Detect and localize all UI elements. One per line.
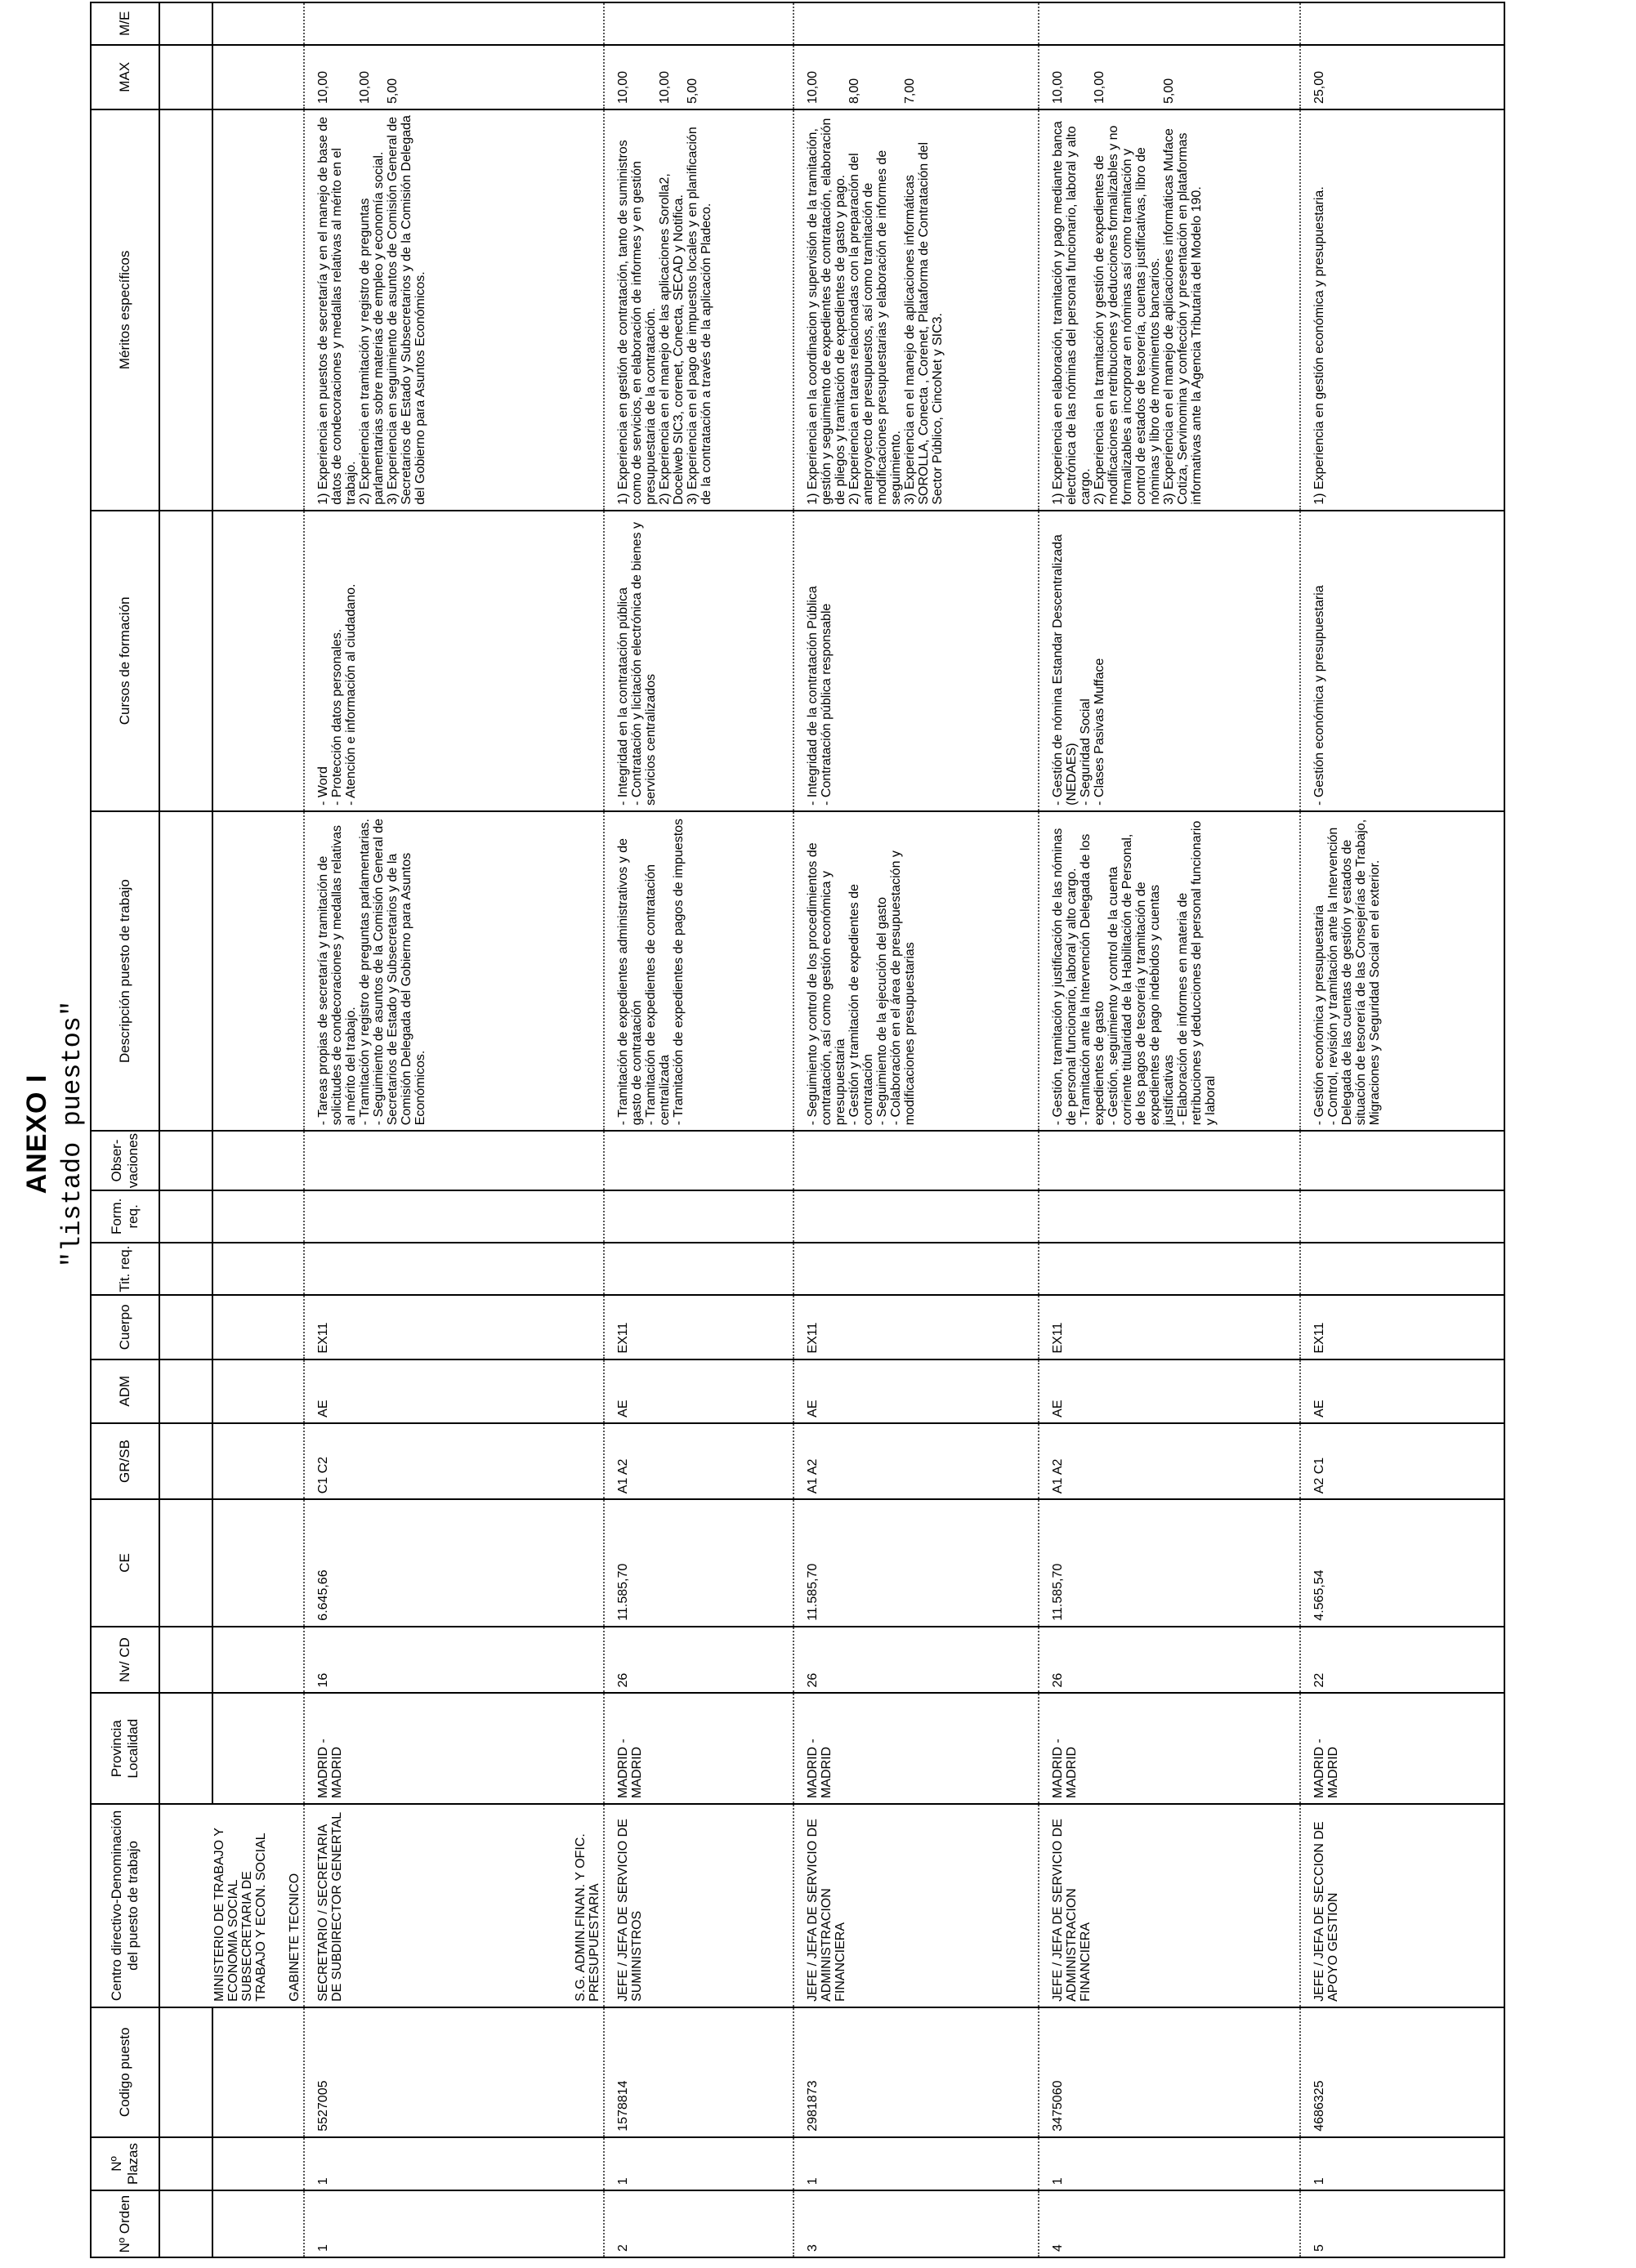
merit-text: 2) Experiencia en tareas relacionadas con la preparación del anteproyecto de presupuestos, así como tramitación de modificaciones presupuestarias y elaboración de informes de seguimiento. <box>847 150 903 505</box>
cell-form <box>793 1190 1039 1243</box>
merit-text: 1) Experiencia en elaboración, tramitación y pago mediante banca electrónica de las nóminas del personal funcionario, laboral y alto cargo. <box>1051 121 1093 505</box>
cell-tit <box>1039 1243 1300 1295</box>
cell-max <box>793 45 1039 109</box>
section-name: S.G. ADMIN.FINAN. Y OFIC. PRESUPUESTARIA <box>541 1804 604 2007</box>
merit-text: 1) Experiencia en puestos de secretaría y en el manejo de base de datos de condecoraciones y medallas relativas al mérito en el trabajo. <box>316 116 358 505</box>
cell-obs <box>1300 1131 1504 1190</box>
merit-max: 5,00 <box>386 78 400 105</box>
merit-max: 25,00 <box>1312 70 1326 105</box>
annex-subtitle: "listado puestos" <box>57 1000 87 1268</box>
cell-provincia: MADRID - MADRID <box>1300 1693 1504 1804</box>
cell-meritos <box>1300 109 1504 511</box>
cell-puesto: JEFE / JEFA DE SERVICIO DE ADMINISTRACION FINANCIERA <box>793 1804 1039 2007</box>
cell-orden: 2 <box>604 2190 793 2257</box>
merit-max: 10,00 <box>806 70 820 105</box>
header-codigo: Codigo puesto <box>91 2007 159 2137</box>
cell-adm: AE <box>1039 1359 1300 1423</box>
cell-meritos <box>304 109 541 511</box>
cell-orden: 3 <box>793 2190 1039 2257</box>
merit-max: 5,00 <box>686 78 700 105</box>
cell-gr: A1 A2 <box>793 1423 1039 1499</box>
cell-tit <box>1300 1243 1504 1295</box>
section-name: GABINETE TECNICO <box>270 1804 304 2007</box>
merit-text: 1) Experiencia en gestión de contratación, tanto de suministros como de servicios, en elaboración de informes y en gestión presupuestaria de la contratación. <box>616 140 658 505</box>
section-row <box>212 2 270 2257</box>
cell-plazas: 1 <box>793 2137 1039 2190</box>
cell-meritos <box>1039 109 1300 511</box>
cell-ce: 6.645,66 <box>304 1499 541 1626</box>
cell-form <box>1039 1190 1300 1243</box>
cell-orden: 5 <box>1300 2190 1504 2257</box>
cell-puesto: JEFE / JEFA DE SERVICIO DE SUMINISTROS <box>604 1804 793 2007</box>
cell-orden: 4 <box>1039 2190 1300 2257</box>
cell-ce: 4.565,54 <box>1300 1499 1504 1626</box>
cell-form <box>604 1190 793 1243</box>
cell-puesto: JEFE / JEFA DE SECCION DE APOYO GESTION <box>1300 1804 1504 2007</box>
merit-text: 3) Experiencia en el pago de impuestos locales y en planificación de la contratación a través de la aplicación Pladeco. <box>686 127 713 505</box>
merit-max: 10,00 <box>658 70 672 105</box>
section-row <box>541 2 604 2257</box>
merit-text: 3) Experiencia en el manejo de aplicaciones informáticas Muface Cotiza, Servinomina y confección y presentación en plataformas informativas ante la Agencia Tributaria del Modelo 190. <box>1162 128 1204 505</box>
cell-descripcion: - Gestión, tramitación y justificación de las nóminas de personal funcionario, laboral y alto cargo. - Tramitación ante la Intervención Delegada de los expedientes de gasto - Gestión, seguimiento y control de la cuenta corriente titularidad de la Habilitación de Personal, de los pagos de tesorería y tramitación de expedientes de pago indebidos y cuentas justificativas - Elaboración de informes en materia de retribuciones y deducciones del personal funcionario y laboral <box>1039 811 1300 1131</box>
table-row <box>1300 2 1504 2257</box>
cell-codigo: 5527005 <box>304 2007 541 2137</box>
header-obs: Obser-vaciones <box>91 1131 159 1190</box>
cell-me <box>1300 2 1504 45</box>
header-plazas: Nº Plazas <box>91 2137 159 2190</box>
cell-plazas: 1 <box>1039 2137 1300 2190</box>
header-meritos: Méritos específicos <box>91 109 159 511</box>
merit-text: 2) Experiencia en la tramitación y gestión de expedientes de modificaciones en retribuciones y deducciones formalizables y no formalizables a incorporar en nóminas así como tramitación y control de estados de tesorería, cuentas justificativas, libro de nóminas y libro de movimientos bancarios. <box>1093 125 1162 505</box>
cell-form <box>1300 1190 1504 1243</box>
cell-cuerpo: EX11 <box>1039 1295 1300 1359</box>
cell-meritos <box>793 109 1039 511</box>
cell-codigo: 4686325 <box>1300 2007 1504 2137</box>
merit-max: 10,00 <box>316 70 330 105</box>
cell-cursos: - Word - Protección datos personales. - Atención e información al ciudadano. <box>304 511 541 811</box>
cell-obs <box>304 1131 541 1190</box>
cell-gr: A1 A2 <box>1039 1423 1300 1499</box>
section-row <box>270 2 304 2257</box>
header-cuerpo: Cuerpo <box>91 1295 159 1359</box>
cell-ce: 11.585,70 <box>1039 1499 1300 1626</box>
table-row <box>304 2 541 2257</box>
cell-plazas: 1 <box>1300 2137 1504 2190</box>
cell-provincia: MADRID - MADRID <box>793 1693 1039 1804</box>
annex-title: ANEXO I <box>21 1074 52 1194</box>
merit-text: 1) Experiencia en gestión económica y presupuestaria. <box>1312 186 1326 505</box>
cell-adm: AE <box>1300 1359 1504 1423</box>
header-max: MAX <box>91 45 159 109</box>
cell-codigo: 2981873 <box>793 2007 1039 2137</box>
cell-me <box>604 2 793 45</box>
merit-max: 10,00 <box>1093 70 1106 105</box>
header-descripcion: Descripción puesto de trabajo <box>91 811 159 1131</box>
cell-max <box>1039 45 1300 109</box>
merit-text: 2) Experiencia en el manejo de las aplicaciones Sorolla2, Docelweb SIC3, corenet, Conecta, SECAD y Notifica. <box>658 173 686 505</box>
merit-text: 3) Experiencia en seguimiento de asuntos de Comisión General de Secretarios de Estado y Subsecretarios y de la Comisión Delegada del Gobierno para Asuntos Económicos. <box>386 115 427 505</box>
header-centro: Centro directivo-Denominación del puesto de trabajo <box>91 1804 159 2007</box>
cell-adm: AE <box>604 1359 793 1423</box>
merit-max: 5,00 <box>1162 78 1176 105</box>
ministry-name: MINISTERIO DE TRABAJO Y ECONOMIA SOCIAL SUBSECRETARIA DE TRABAJO Y ECON. SOCIAL <box>212 1804 270 2007</box>
cell-cursos: - Gestión económica y presupuestaria <box>1300 511 1504 811</box>
cell-max <box>604 45 793 109</box>
cell-nivel: 16 <box>304 1627 541 1694</box>
cell-gr: A2 C1 <box>1300 1423 1504 1499</box>
cell-cursos: - Integridad de la contratación Pública - Contratación pública responsable <box>793 511 1039 811</box>
spacer-row <box>159 2 212 2257</box>
header-ce: CE <box>91 1499 159 1626</box>
header-row <box>91 2 159 2257</box>
header-grsb: GR/SB <box>91 1423 159 1499</box>
table-row <box>604 2 793 2257</box>
cell-form <box>304 1190 541 1243</box>
cell-adm: AE <box>793 1359 1039 1423</box>
cell-obs <box>1039 1131 1300 1190</box>
cell-me <box>1039 2 1300 45</box>
cell-cursos: - Integridad en la contratación pública - Contratación y licitación electrónica de bienes y servicios centralizados <box>604 511 793 811</box>
cell-me <box>304 2 541 45</box>
cell-ce: 11.585,70 <box>793 1499 1039 1626</box>
cell-ce: 11.585,70 <box>604 1499 793 1626</box>
positions-body <box>212 2 1504 2257</box>
cell-tit <box>604 1243 793 1295</box>
cell-puesto: SECRETARIO / SECRETARIA DE SUBDIRECTOR GENERTAL <box>304 1804 541 2007</box>
header-orden: Nº Orden <box>91 2190 159 2257</box>
cell-provincia: MADRID - MADRID <box>604 1693 793 1804</box>
cell-codigo: 3475060 <box>1039 2007 1300 2137</box>
header-nivel: Nv/ CD <box>91 1627 159 1694</box>
cell-provincia: MADRID - MADRID <box>1039 1693 1300 1804</box>
cell-adm: AE <box>304 1359 541 1423</box>
header-form: Form. req. <box>91 1190 159 1243</box>
table-row <box>793 2 1039 2257</box>
merit-text: 3) Experiencia en el manejo de aplicaciones informáticas SOROLLA, Conecta , Corenet, Plataforma de Contratación del Sector Público, CincoNet y SIC3. <box>903 141 945 505</box>
header-me: M/E <box>91 2 159 45</box>
cell-nivel: 26 <box>1039 1627 1300 1694</box>
cell-obs <box>604 1131 793 1190</box>
cell-obs <box>793 1131 1039 1190</box>
cell-provincia: MADRID - MADRID <box>304 1693 541 1804</box>
cell-plazas: 1 <box>604 2137 793 2190</box>
cell-puesto: JEFE / JEFA DE SERVICIO DE ADMINISTRACION FINANCIERA <box>1039 1804 1300 2007</box>
cell-orden: 1 <box>304 2190 541 2257</box>
cell-cuerpo: EX11 <box>793 1295 1039 1359</box>
cell-descripcion: - Tareas propias de secretaría y tramitación de solicitudes de condecoraciones y medallas relativas al mérito del trabajo. - Tramitación y registro de preguntas parlamentarias. - Seguimiento de asuntos de la Comisión General de Secretarios de Estado y Subsecretarios y de la Comisión Delegada del Gobierno para Asuntos Económicos. <box>304 811 541 1131</box>
cell-nivel: 26 <box>604 1627 793 1694</box>
cell-meritos <box>604 109 793 511</box>
cell-nivel: 26 <box>793 1627 1039 1694</box>
merit-text: 2) Experiencia en tramitación y registro de preguntas parlamentarias sobre materias de empleo y economía social. <box>358 151 386 505</box>
cell-me <box>793 2 1039 45</box>
cell-codigo: 1578814 <box>604 2007 793 2137</box>
merit-max: 8,00 <box>847 78 861 105</box>
cell-nivel: 22 <box>1300 1627 1504 1694</box>
merit-max: 10,00 <box>1051 70 1065 105</box>
header-cursos: Cursos de formación <box>91 511 159 811</box>
header-adm: ADM <box>91 1359 159 1423</box>
positions-table <box>90 2 1505 2258</box>
table-row <box>1039 2 1300 2257</box>
header-tit: Tit. req. <box>91 1243 159 1295</box>
cell-cursos: - Gestión de nómina Estandar Descentralizada (NEDAES) - Seguridad Social - Clases Pasivas Mufface <box>1039 511 1300 811</box>
merit-max: 10,00 <box>358 70 372 105</box>
cell-descripcion: - Seguimiento y control de los procedimientos de contratación, así como gestión económica y presupuestaria - Gestión y tramitación de expedientes de contratación - Seguimiento de la ejecución del gasto - Colaboración en el área de presupuestación y modificaciones presupuestarias <box>793 811 1039 1131</box>
cell-max <box>304 45 541 109</box>
cell-gr: C1 C2 <box>304 1423 541 1499</box>
merit-max: 10,00 <box>616 70 630 105</box>
cell-descripcion: - Gestión económica y presupuestaria - Control, revisión y tramitación ante la Intervención Delegada de las cuentas de gestión y estados de situación de tesorería de las Consejerías de Trabajo, Migraciones y Seguridad Social en el exterior. <box>1300 811 1504 1131</box>
cell-cuerpo: EX11 <box>604 1295 793 1359</box>
cell-cuerpo: EX11 <box>1300 1295 1504 1359</box>
cell-descripcion: - Tramitación de expedientes administrativos y de gasto de contratación - Tramitación de expedientes de contratación centralizada - Tramitación de expedientes de pagos de impuestos <box>604 811 793 1131</box>
cell-plazas: 1 <box>304 2137 541 2190</box>
cell-cuerpo: EX11 <box>304 1295 541 1359</box>
merit-text: 1) Experiencia en la coordinacion y supervisión de la tramitación, gestión y seguimiento de expedientes de contratación, elaboración de pliegos y tramitación de expedientes de gasto y pago. <box>806 118 847 505</box>
cell-gr: A1 A2 <box>604 1423 793 1499</box>
merit-max: 7,00 <box>903 78 917 105</box>
header-provincia: Provincia Localidad <box>91 1693 159 1804</box>
cell-tit <box>304 1243 541 1295</box>
cell-tit <box>793 1243 1039 1295</box>
cell-max <box>1300 45 1504 109</box>
